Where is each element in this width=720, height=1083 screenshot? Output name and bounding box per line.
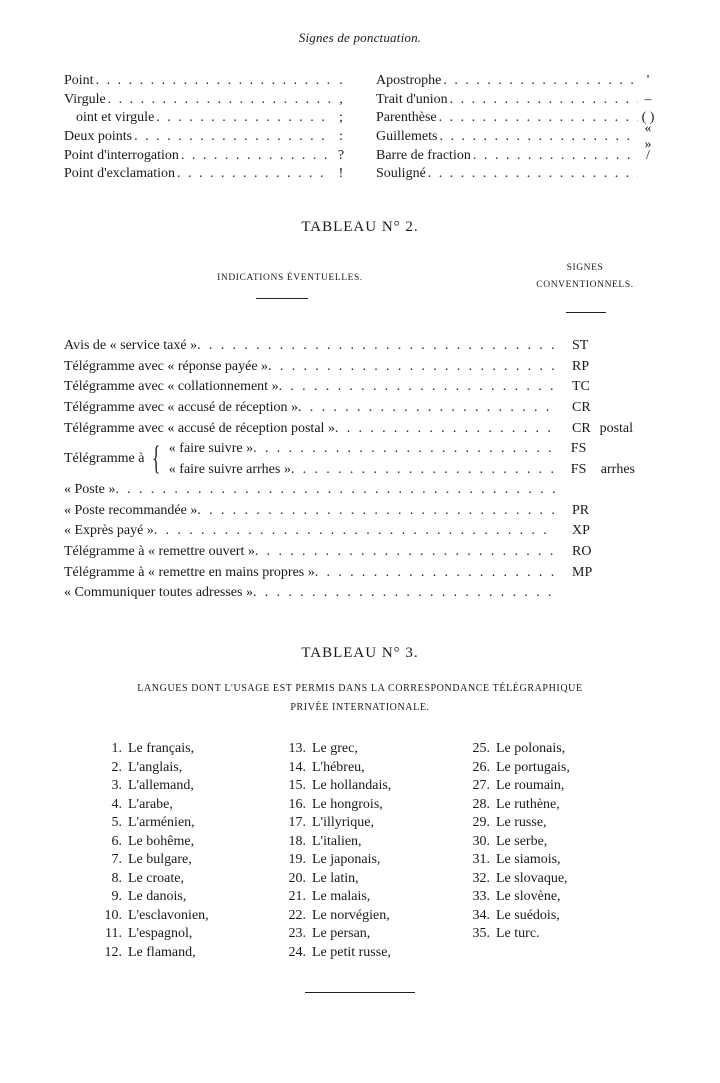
language-name: L'allemand, — [128, 778, 194, 794]
list-item — [284, 944, 391, 963]
table-row — [64, 418, 664, 439]
language-number: 6. — [111, 833, 122, 849]
language-number: 17. — [288, 815, 306, 831]
punctuation-symbol: ; — [339, 110, 343, 126]
language-name: Le petit russe, — [312, 944, 391, 960]
punctuation-symbol: / — [646, 147, 650, 163]
indication-label: Télégramme à « remettre ouvert » — [64, 544, 255, 560]
language-number: 31. — [472, 852, 490, 868]
language-column-1 — [100, 740, 209, 962]
indication-label: Télégramme avec « accusé de réception » — [64, 400, 298, 416]
list-item — [100, 944, 209, 963]
list-item — [284, 740, 391, 759]
closing-rule — [305, 992, 415, 993]
conventional-sign: FS — [570, 461, 587, 477]
indication-label: « Communiquer toutes adresses » — [64, 585, 253, 601]
table-row — [64, 357, 664, 378]
list-item — [100, 925, 209, 944]
punctuation-symbol: – — [644, 91, 652, 107]
language-number: 13. — [288, 741, 306, 757]
language-name: Le roumain, — [496, 778, 565, 794]
language-name: Le siamois, — [496, 852, 561, 868]
conventional-sign: FS — [570, 441, 587, 457]
punctuation-row — [376, 121, 656, 153]
punctuation-label: Barre de fraction — [376, 147, 471, 163]
punctuation-row — [376, 72, 656, 91]
divider-rule — [566, 312, 606, 313]
list-item — [284, 907, 391, 926]
language-name: Le hongrois, — [312, 796, 383, 812]
language-number: 32. — [472, 870, 490, 886]
conventional-sign-extra: arrhes — [600, 461, 635, 477]
language-name: L'arménien, — [128, 815, 195, 831]
language-name: Le persan, — [312, 926, 371, 942]
punctuation-label: Point d'interrogation — [64, 147, 179, 163]
conventional-sign: CR — [572, 400, 591, 416]
language-name: L'espagnol, — [128, 926, 193, 942]
language-number: 20. — [288, 870, 306, 886]
punctuation-row — [64, 146, 349, 165]
list-item — [468, 814, 570, 833]
list-item — [468, 907, 570, 926]
language-column-2 — [284, 740, 391, 962]
list-item — [100, 777, 209, 796]
language-number: 28. — [472, 796, 490, 812]
language-name: Le slovaque, — [496, 870, 568, 886]
indication-label: Avis de « service taxé » — [64, 338, 198, 354]
list-item — [468, 777, 570, 796]
language-number: 8. — [111, 870, 122, 886]
language-number: 9. — [111, 889, 122, 905]
list-item — [100, 851, 209, 870]
tableau-3-subtitle-line2: PRIVÉE INTERNATIONALE. — [290, 702, 430, 713]
language-name: L'italien, — [312, 833, 362, 849]
list-item — [100, 907, 209, 926]
list-item — [284, 796, 391, 815]
conventional-sign: RO — [572, 544, 592, 560]
punctuation-row — [376, 165, 656, 184]
punctuation-label: Guillemets — [376, 129, 438, 145]
list-item — [284, 851, 391, 870]
language-name: Le hollandais, — [312, 778, 392, 794]
language-number: 34. — [472, 907, 490, 923]
punctuation-label: Deux points — [64, 129, 133, 145]
language-number: 15. — [288, 778, 306, 794]
language-name: Le portugais, — [496, 759, 570, 775]
list-item — [284, 870, 391, 889]
list-item — [100, 888, 209, 907]
list-item — [100, 796, 209, 815]
language-number: 12. — [104, 944, 122, 960]
list-item — [468, 833, 570, 852]
language-number: 2. — [111, 759, 122, 775]
list-item — [284, 759, 391, 778]
indication-label: « faire suivre » — [168, 441, 254, 457]
punctuation-row — [376, 91, 656, 110]
language-name: Le bohême, — [128, 833, 195, 849]
conventional-sign: TC — [572, 379, 590, 395]
language-name: L'hébreu, — [312, 759, 365, 775]
table-row — [64, 562, 664, 583]
punctuation-symbol: , — [339, 91, 343, 107]
punctuation-label: Parenthèse — [376, 110, 437, 126]
language-number: 7. — [111, 852, 122, 868]
table-row — [64, 336, 664, 357]
tableau-2-column-left-head: INDICATIONS ÉVENTUELLES. — [217, 273, 363, 283]
tableau-3-subtitle-line1: LANGUES DONT L'USAGE EST PERMIS DANS LA CORRESPONDANCE TÉLÉGRAPHIQUE — [137, 683, 583, 694]
punctuation-row — [376, 109, 656, 128]
punctuation-symbol: : — [339, 129, 343, 145]
language-name: L'esclavonien, — [128, 907, 209, 923]
language-number: 1. — [111, 741, 122, 757]
punctuation-symbol: ' — [646, 73, 650, 89]
language-name: Le turc. — [496, 926, 540, 942]
tableau-2-title: TABLEAU N° 2. — [301, 219, 419, 235]
list-item — [100, 740, 209, 759]
table-row — [64, 377, 664, 398]
language-number: 35. — [472, 926, 490, 942]
table-row — [64, 583, 664, 604]
punctuation-symbol: ! — [338, 166, 344, 182]
conventional-sign: ST — [572, 338, 589, 354]
punctuation-label: oint et virgule — [76, 110, 155, 126]
table-row — [64, 501, 664, 522]
language-name: Le croate, — [128, 870, 184, 886]
table-row — [64, 521, 664, 542]
punctuation-label: Trait d'union — [376, 91, 448, 107]
language-name: Le grec, — [312, 741, 358, 757]
language-name: Le flamand, — [128, 944, 196, 960]
language-name: L'anglais, — [128, 759, 183, 775]
conventional-sign: PR — [572, 502, 590, 518]
list-item — [100, 759, 209, 778]
list-item — [468, 796, 570, 815]
punctuation-row — [376, 146, 656, 165]
table-row — [169, 459, 671, 480]
list-item — [284, 925, 391, 944]
conventional-sign: XP — [572, 523, 590, 539]
language-name: Le serbe, — [496, 833, 548, 849]
language-number: 10. — [104, 907, 122, 923]
language-name: Le français, — [128, 741, 195, 757]
table-row — [64, 398, 664, 419]
punctuation-right-column — [376, 72, 656, 184]
punctuation-label: Souligné — [376, 166, 426, 182]
language-number: 27. — [472, 778, 490, 794]
list-item — [468, 759, 570, 778]
language-name: Le slovène, — [496, 889, 561, 905]
page-header-title: Signes de ponctuation. — [298, 30, 422, 45]
language-name: Le norvégien, — [312, 907, 390, 923]
conventional-sign: MP — [572, 564, 593, 580]
indication-label: Télégramme avec « collationnement » — [64, 379, 279, 395]
language-number: 25. — [472, 741, 490, 757]
list-item — [468, 740, 570, 759]
curly-brace-icon: { — [152, 440, 161, 478]
language-name: Le russe, — [496, 815, 547, 831]
language-number: 11. — [105, 926, 122, 942]
conventional-sign: CR — [572, 420, 591, 436]
tableau-3-title: TABLEAU N° 3. — [301, 645, 419, 661]
list-item — [468, 925, 570, 944]
language-number: 16. — [288, 796, 306, 812]
list-item — [284, 777, 391, 796]
indication-label: Télégramme avec « réponse payée » — [64, 358, 269, 374]
list-item — [284, 814, 391, 833]
language-number: 24. — [288, 944, 306, 960]
indication-label: « Poste recommandée » — [64, 502, 198, 518]
table-row — [64, 542, 664, 563]
punctuation-left-column — [64, 72, 349, 184]
language-number: 19. — [288, 852, 306, 868]
punctuation-label: Point — [64, 73, 94, 89]
list-item — [100, 833, 209, 852]
language-number: 3. — [111, 778, 122, 794]
list-item — [468, 888, 570, 907]
punctuation-row — [64, 91, 349, 110]
punctuation-symbol: ? — [337, 147, 345, 163]
punctuation-symbol: . — [339, 73, 343, 89]
list-item — [100, 814, 209, 833]
punctuation-symbol: ( ) — [641, 110, 655, 126]
language-column-3 — [468, 740, 570, 944]
punctuation-label: Apostrophe — [376, 73, 442, 89]
list-item — [284, 833, 391, 852]
brace-group — [64, 439, 664, 480]
language-number: 33. — [472, 889, 490, 905]
tableau-2-column-right-head-line1: SIGNES — [566, 263, 604, 273]
language-name: Le japonais, — [312, 852, 381, 868]
language-number: 5. — [111, 815, 122, 831]
table-row — [64, 480, 664, 501]
language-number: 18. — [288, 833, 306, 849]
punctuation-row — [64, 165, 349, 184]
language-name: L'arabe, — [128, 796, 173, 812]
punctuation-symbol: « » — [644, 121, 652, 153]
brace-group-label: Télégramme à — [64, 451, 145, 467]
tableau-2-column-right-head-line2: CONVENTIONNELS. — [536, 280, 634, 290]
language-name: Le malais, — [312, 889, 371, 905]
list-item — [284, 888, 391, 907]
language-name: Le bulgare, — [128, 852, 192, 868]
language-number: 21. — [288, 889, 306, 905]
language-number: 26. — [472, 759, 490, 775]
list-item — [100, 870, 209, 889]
conventional-sign: RP — [572, 358, 590, 374]
language-number: 22. — [288, 907, 306, 923]
table-row — [169, 439, 671, 460]
indication-label: Télégramme avec « accusé de réception postal » — [64, 420, 335, 436]
indication-label: « faire suivre arrhes » — [168, 461, 291, 477]
punctuation-row — [64, 109, 349, 128]
language-name: Le ruthène, — [496, 796, 560, 812]
language-name: Le polonais, — [496, 741, 566, 757]
language-number: 29. — [472, 815, 490, 831]
language-name: Le danois, — [128, 889, 187, 905]
indication-label: « Poste » — [64, 482, 116, 498]
language-number: 14. — [288, 759, 306, 775]
punctuation-row — [64, 72, 349, 91]
indication-label: « Exprès payé » — [64, 523, 154, 539]
punctuation-label: Virgule — [64, 91, 106, 107]
list-item — [468, 851, 570, 870]
language-number: 30. — [472, 833, 490, 849]
tableau-2-rows — [64, 336, 664, 604]
punctuation-label: Point d'exclamation — [64, 166, 176, 182]
divider-rule — [256, 298, 308, 299]
indication-label: Télégramme à « remettre en mains propres » — [64, 564, 315, 580]
language-number: 4. — [111, 796, 122, 812]
language-name: L'illyrique, — [312, 815, 375, 831]
language-name: Le latin, — [312, 870, 359, 886]
language-number: 23. — [288, 926, 306, 942]
language-name: Le suédois, — [496, 907, 560, 923]
conventional-sign-extra: postal — [599, 420, 634, 436]
punctuation-row — [64, 128, 349, 147]
list-item — [468, 870, 570, 889]
